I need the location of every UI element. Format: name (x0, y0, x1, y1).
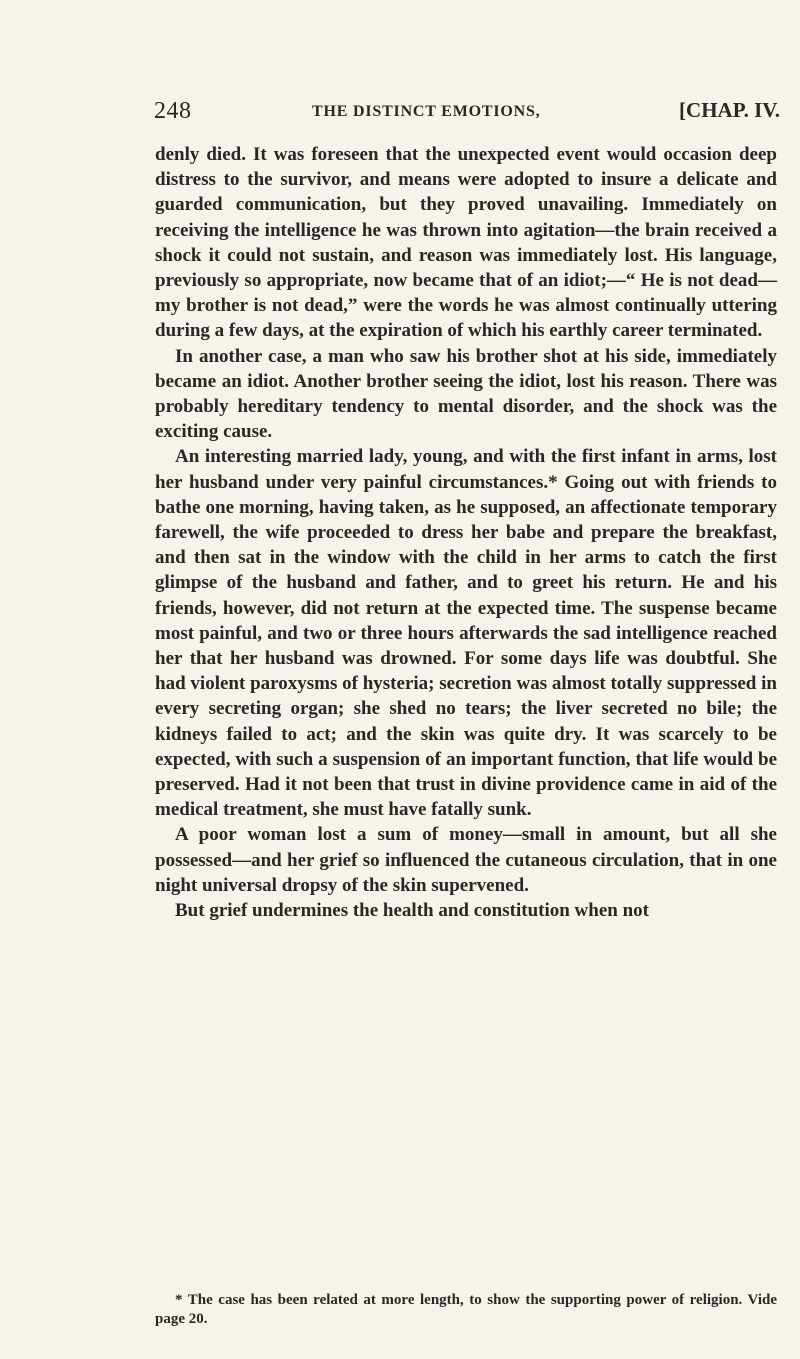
running-head: THE DISTINCT EMOTIONS, (312, 103, 541, 120)
chapter-label: [CHAP. IV. (679, 98, 780, 122)
paragraph: But grief undermines the health and constitution when not (175, 900, 649, 922)
paragraph: A poor woman lost a sum of money—small in amount, but all she possessed—and her grief so influenced the cutaneous circulation, that in one night universal dropsy of the skin supervened. (155, 824, 777, 896)
paragraph: In another case, a man who saw his brother shot at his side, immediately became an idiot. Another brother seeing the idiot, lost his reason. There was probably hereditary tendency to mental disorder, and the shock was the exciting cause. (155, 345, 777, 443)
body-text (155, 142, 777, 923)
page-header (154, 98, 780, 128)
paragraph: An interesting married lady, young, and with the first infant in arms, lost her husband under very painful circumstances.* Going out with friends to bathe one morning, having taken, as he supposed, an affectionate temporary farewell, the wife proceeded to dress her babe and prepare the breakfast, and then sat in the window with the child in her arms to catch the first glimpse of the husband and father, and to greet his return. He and his friends, however, did not return at the expected time. The suspense became most painful, and two or three hours afterwards the sad intelligence reached her that her husband was drowned. For some days life was doubtful. She had violent paroxysms of hysteria; secretion was almost totally suppressed in every secreting organ; she shed no tears; the liver secreted no bile; the kidneys failed to act; and the skin was quite dry. It was scarcely to be expected, with such a suspension of an important function, that life would be preserved. Had it not been that trust in divine providence came in aid of the medical treatment, she must have fatally sunk. (155, 446, 777, 821)
paragraph-continuation: denly died. It was foreseen that the unexpected event would occasion deep distress to the survivor, and means were adopted to insure a delicate and guarded communication, but they proved unavailing. Immediately on receiving the intelligence he was thrown into agitation—the brain received a shock it could not sustain, and reason was immediately lost. His language, previously so appropriate, now became that of an idiot;—“ He is not dead—my brother is not dead,” were the words he was almost continually uttering during a few days, at the expiration of which his earthly career terminated. (155, 144, 777, 342)
page-number: 248 (154, 98, 192, 124)
footnote: * The case has been related at more length, to show the supporting power of religion. Vide page 20. (155, 1292, 777, 1327)
